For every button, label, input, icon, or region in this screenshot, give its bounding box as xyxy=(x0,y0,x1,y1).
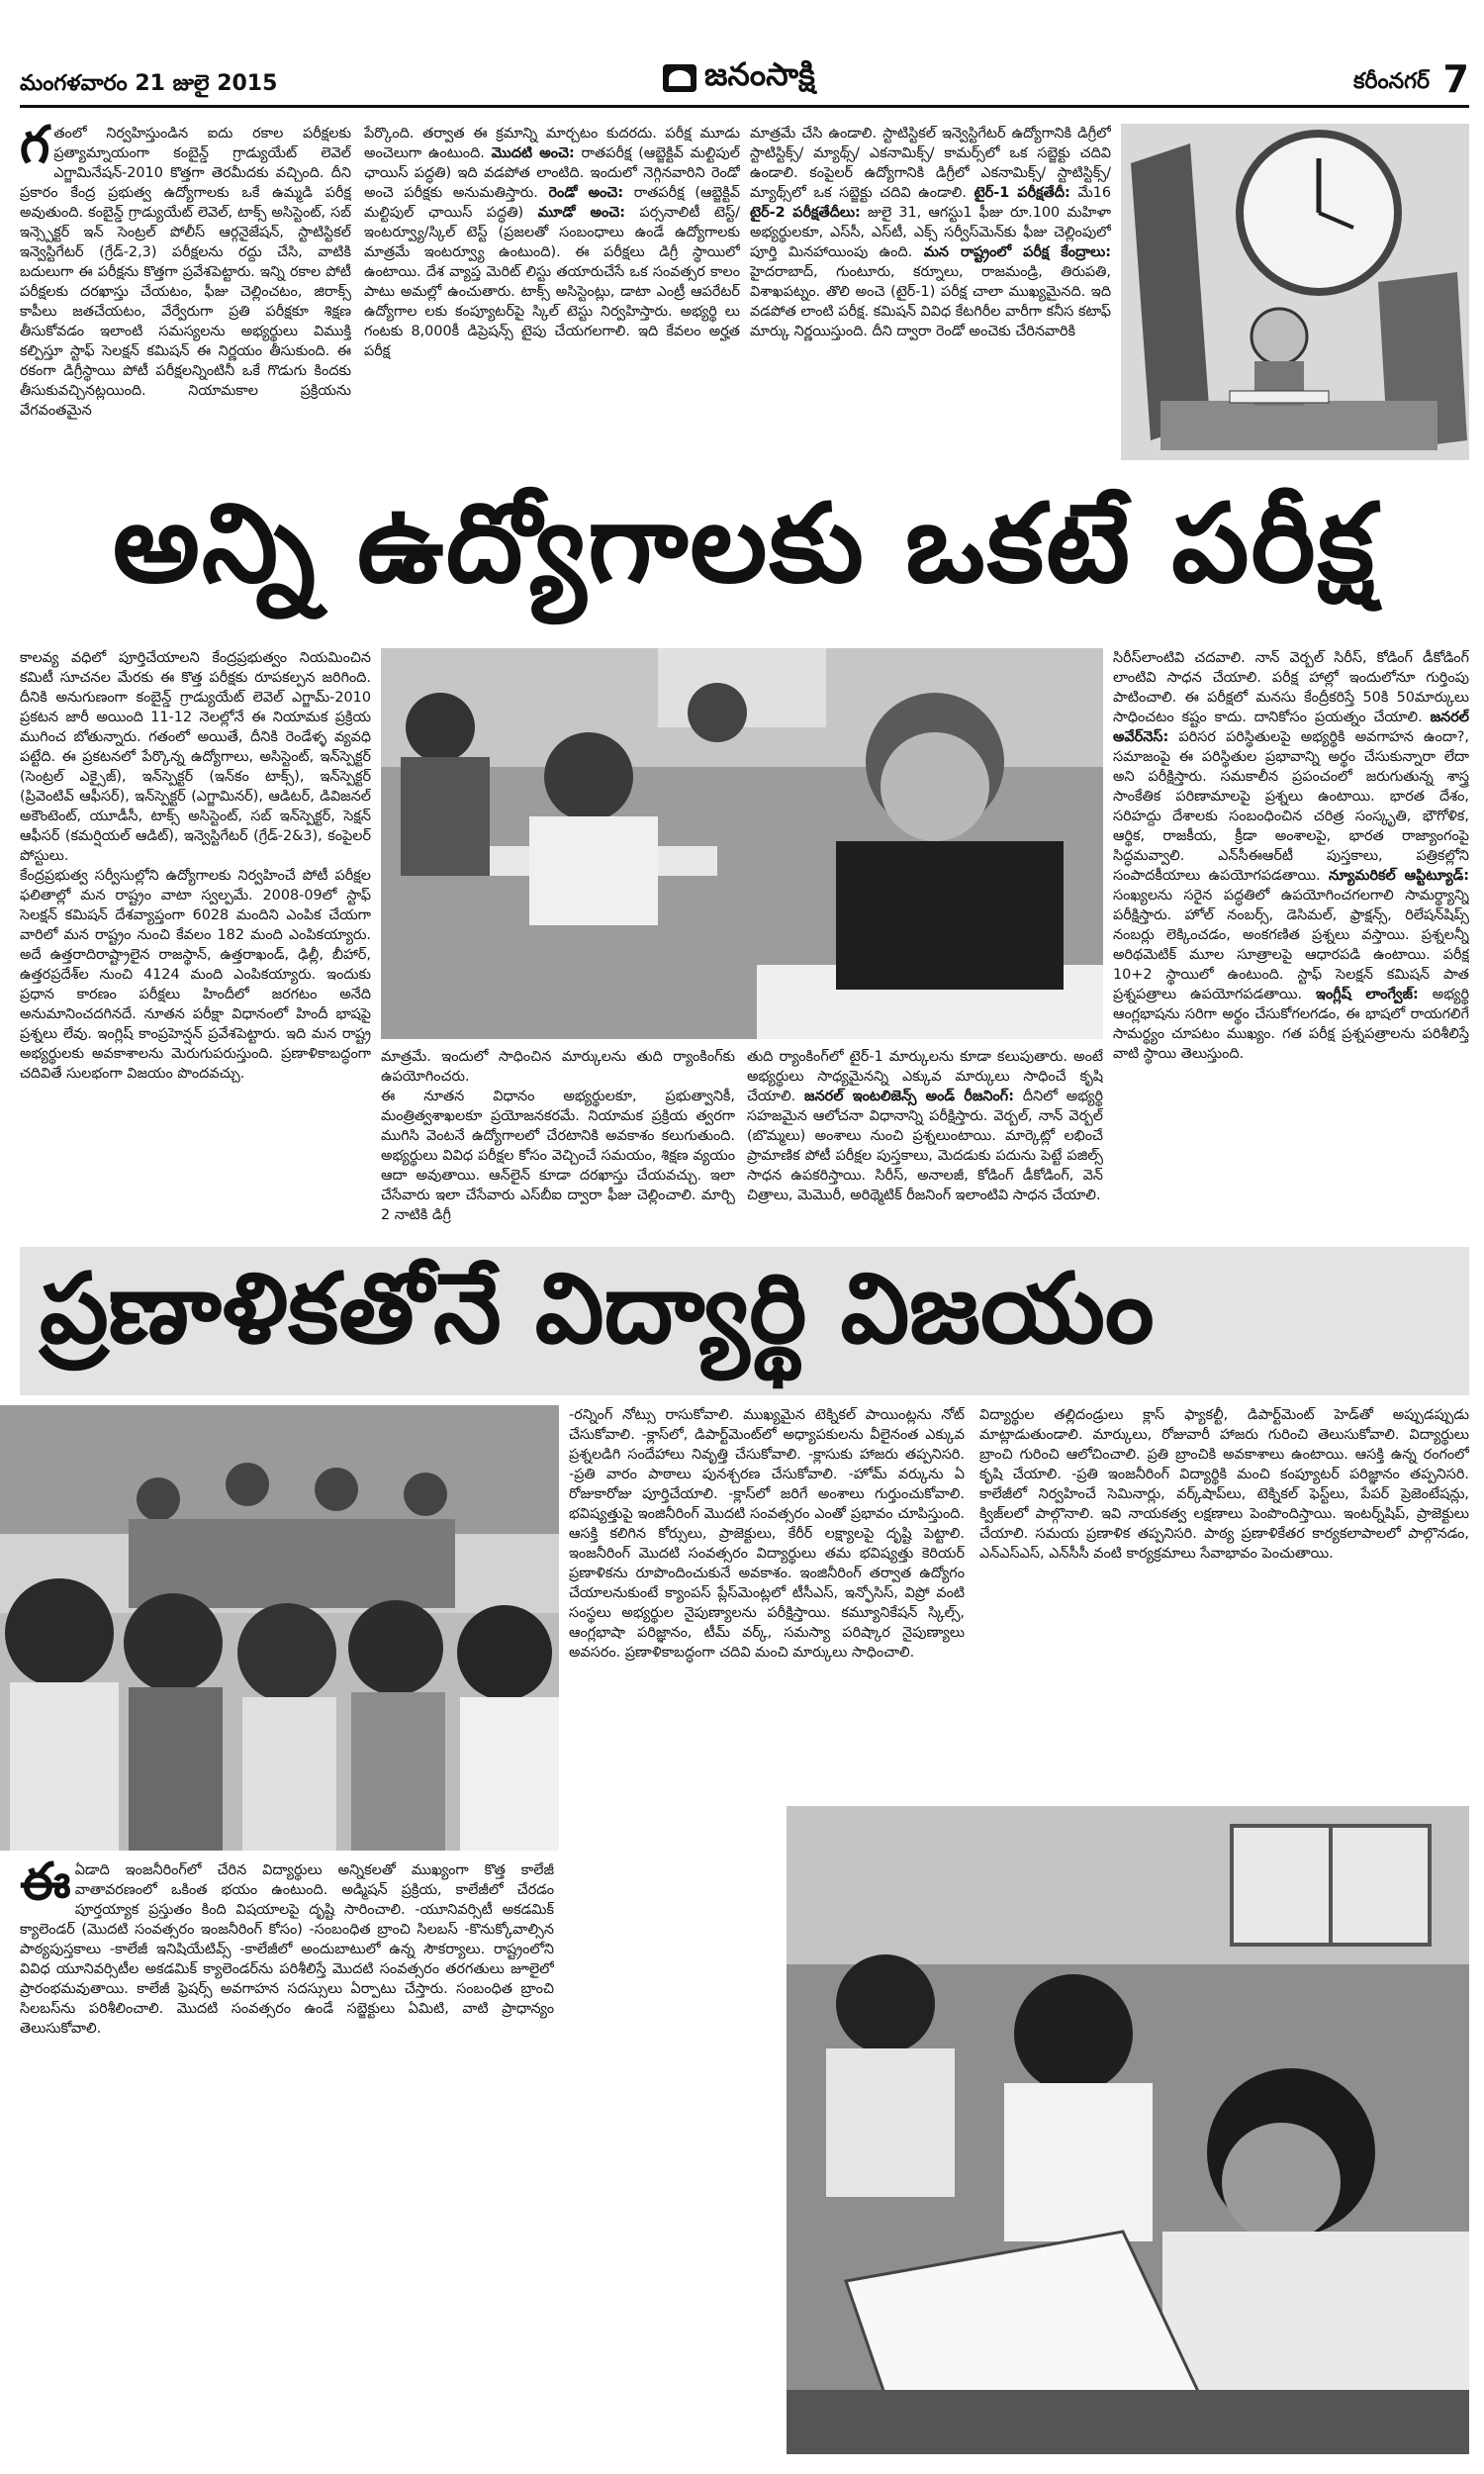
issue-date: మంగళవారం 21 జులై 2015 xyxy=(20,71,278,96)
article2-col1-para2: కేంద్రప్రభుత్వ సర్వీసుల్లోని ఉద్యోగాలకు నిర్వహించే పోటీ పరీక్షల ఫలితాల్లో మన రాష్ట్రం వాటా స్వల్పమే. 2008-09లో స్టాఫ్ సెలక్షన్ కమిషన్ దేశవ్యాప్తంగా 6028 మందిని ఎంపిక చేయగా వారిలో మన రాష్ట్రం నుంచి కేవలం 182 మంది ఎంపికయ్యారు. అదే ఉత్తరాదిరాష్ట్రాలైన రాజస్థాన్, ఉత్తరాఖండ్, ఢిల్లీ, బీహార్, ఉత్తరప్రదేశ్‌ల నుంచి 4124 మంది ఎంపికయ్యారు. ఇందుకు ప్రధాన కారణం పరీక్షలు హిందీలో జరగటం అనేది అనుమానించదగినదే. నూతన పరీక్షా విధానంలో హిందీ భాషపై ప్రశ్నలు లేవు. ఇంగ్లిష్ కాంప్రహెన్షన్ ప్రవేశపెట్టారు. ఇది మన రాష్ట్ర అభ్యర్థులకు అవకాశాలను మెరుగుపరుస్తుంది. ప్రణాళికాబద్ధంగా చదివితే సులభంగా విజయం పొందవచ్చు. xyxy=(20,868,371,1082)
logo-text: జనంసాక్షి xyxy=(704,55,815,93)
reasoning-text: దీనిలో అభ్యర్థి సహజమైన ఆలోచనా విధానాన్ని పరీక్షిస్తారు. వెర్బల్, నాన్ వెర్బల్ (బొమ్మలు) అంశాలు నుంచి ప్రశ్నలుంటాయి. మార్కెట్లో లభించే ప్రామాణిక పోటీ పరీక్షల పుస్తకాలు, మెదడుకు పదును పెట్టే పజిల్స్ సాధన ఉపకరిస్తాయి. సిరీస్, అనాలజీ, కోడింగ్ డీకోడింగ్, వెన్ చిత్రాలు, మెమొరీ, అరిథ్మెటిక్ రీజనింగ్ ఇలాంటివి సాధన చేయాలి. xyxy=(747,1089,1103,1203)
article2-col2-para1: మాత్రమే. ఇందులో సాధించిన మార్కులను తుది ర్యాంకింగ్‌కు ఉపయోగించరు. xyxy=(381,1049,735,1085)
photo-girls-studying xyxy=(787,1806,1469,2454)
newspaper-logo xyxy=(663,55,815,101)
exam-centres-text: హైదరాబాద్, గుంటూరు, కర్నూలు, రాజమండ్రి, తిరుపతి, విశాఖపట్నం. తొలి అంచె (టైర్-1) పరీక్ష చాలా ముఖ్యమైనది. ఇది వడపోత లాంటి పరీక్ష. కమిషన్ వివిధ కేటగిరీల వారీగా కనీస కటాఫ్ మార్కు నిర్ణయిస్తుంది. దీని ద్వారా రెండో అంచెకు చేరినవారికి xyxy=(750,264,1111,339)
article1-column-1 xyxy=(20,124,351,460)
tier2-date-label: టైర్-2 పరీక్షతేదీలు: xyxy=(750,205,861,221)
stage1-label: మొదటి అంచె: xyxy=(491,145,575,161)
article3-column-3 xyxy=(979,1405,1469,1796)
photo-students-exam xyxy=(381,648,1103,1039)
article2-col4-para1: సిరీస్‌లాంటివి చదవాలి. నాన్ వెర్బల్ సిరీస్, కోడింగ్ డీకోడింగ్ లాంటివి సాధన చేయాలి. పరీక్ష హాల్లో ఇందులోనూ గుర్తింపు పాటించాలి. ఈ పరీక్షలో మనసు కేంద్రీకరిస్తే 50కి 50మార్కులు సాధించటం కష్టం కాదు. దానికోసం ప్రయత్నం చేయాలి. xyxy=(1113,650,1469,725)
english-language-text: అభ్యర్థి ఆంగ్లభాషను సరిగా అర్థం చేసుకోగలగడం, ఈ భాషలో రాయగలిగే సామర్థ్యం చూపటం ముఖ్యం. గత పరీక్ష ప్రశ్నపత్రాలను పరిశీలిస్తే వాటి స్థాయి తెలుస్తుంది. xyxy=(1113,987,1469,1062)
headline-two-student-success: ప్రణాళికతోనే విద్యార్థి విజయం xyxy=(20,1247,1469,1395)
article3-col2-text: -రన్నింగ్ నోట్సు రాసుకోవాలి. ముఖ్యమైన టెక్నికల్ పాయింట్లను నోట్ చేసుకోవాలి. -క్లాస్‌లో, డిపార్ట్‌మెంట్‌లో అధ్యాపకులను వీలైనంత ఎక్కువ ప్రశ్నలడిగి సందేహాలు నివృత్తి చేసుకోవాలి. -క్లాసుకు హాజరు తప్పనిసరి. -ప్రతి వారం పాఠాలు పునశ్చరణ చేసుకోవాలి. -హోమ్ వర్కును ఏ రోజుకారోజు పూర్తిచేయాలి. -క్లాస్‌లో జరిగే అంశాలు గుర్తుంచుకోవాలి. భవిష్యత్తుపై ఇంజినీరింగ్ మొదటి సంవత్సరం ఎంతో ప్రభావం చూపిస్తుంది. ఆసక్తి కలిగిన కోర్సులు, ప్రాజెక్టులు, కేరీర్ లక్ష్యాలపై దృష్టి పెట్టాలి. ఇంజనీరింగ్ మొదటి సంవత్సరం విద్యార్థులు తమ భవిష్యత్తు కెరియర్ ప్రణాళికను రూపొందించుకునే అవకాశం. ఇంజినీరింగ్ తర్వాత ఉద్యోగం చేయాలనుకుంటే క్యాంపస్ ప్లేస్‌మెంట్లలో టీసీఎస్, ఇన్ఫోసిస్, విప్రో వంటి సంస్థలు అభ్యర్థుల నైపుణ్యాలను పరీక్షిస్తాయి. కమ్యూనికేషన్ స్కిల్స్, ఆంగ్లభాషా పరిజ్ఞానం, టీమ్ వర్క్, సమస్యా పరిష్కార నైపుణ్యాలు అవసరం. ప్రణాళికాబద్ధంగా చదివి మంచి మార్కులు సాధించాలి. xyxy=(569,1407,965,1661)
general-awareness-text: పరిసర పరిస్థితులపై అభ్యర్థికి అవగాహన ఉందా?, సమాజంపై ఈ పరిస్థితుల ప్రభావాన్ని అర్థం చేసుకున్నారా లేదా అని పరీక్షిస్తారు. సమకాలీన ప్రపంచంలో జరుగుతున్న శాస్త్ర సాంకేతిక పరిణామాలపై ప్రశ్నలు ఉంటాయి. భారత దేశం, సరిహద్దు దేశాలకు సంబంధించిన చరిత్ర సంస్కృతి, భౌగోళిక, ఆర్థిక, రాజకీయ, క్రీడా అంశాలపై, భారత రాజ్యాంగంపై సిద్ధమవ్వాలి. ఎన్‌సీఈఆర్‌టీ పుస్తకాలు, పత్రికల్లోని సంపాదకీయాలు ఉపయోగపడతాయి. xyxy=(1113,729,1469,884)
english-language-label: ఇంగ్లీష్ లాంగ్వేజ్: xyxy=(1316,987,1419,1002)
article2-column-3 xyxy=(747,1047,1103,1235)
article1-col2-intro: పేర్కొంది. తర్వాత ఈ క్రమాన్ని మార్చటం కుదరదు. పరీక్ష మూడు అంచెలుగా ఉంటుంది. xyxy=(364,126,740,161)
masthead xyxy=(20,49,1469,108)
article3-col3-text: విద్యార్థుల తల్లిదండ్రులు క్లాస్ ఫ్యాకల్టీ, డిపార్ట్‌మెంట్ హెడ్‌తో అప్పుడప్పుడు మాట్లాడుతుండాలి. మార్కులు, రోజువారీ హాజరు గురించి తెలుసుకోవాలి. విద్యార్థులు బ్రాంచి గురించి ఆలోచించాలి. ప్రతి బ్రాంచికి అవకాశాలు ఉంటాయి. ఆసక్తి ఉన్న రంగంలో కృషి చేయాలి. -ప్రతి ఇంజనీరింగ్ విద్యార్థికి మంచి కంప్యూటర్ పరిజ్ఞానం తప్పనిసరి. కాలేజీలో నిర్వహించే సెమినార్లు, వర్క్‌షాప్‌లు, టెక్నికల్ ఫెస్ట్‌లు, పేపర్ ప్రెజెంటేషన్లు, క్విజ్‌లలో పాల్గొనాలి. ఇవి నాయకత్వ లక్షణాలు పెంపొందిస్తాయి. ఇంటర్న్‌షిప్, ప్రాజెక్టులు చేయాలి. సమయ ప్రణాళిక తప్పనిసరి. పాఠ్య ప్రణాళికేతర కార్యకలాపాలలో పాల్గొనడం, ఎన్‌ఎస్‌ఎస్, ఎన్‌సీసీ వంటి కార్యక్రమాలు సేవాభావం పెంచుతాయి. xyxy=(979,1407,1469,1562)
edition-city: కరీంనగర్ xyxy=(1352,69,1430,94)
photo-group-students xyxy=(0,1405,559,1851)
article1-column-3 xyxy=(750,124,1111,460)
article3-col1-text: ఏడాది ఇంజనీరింగ్‌లో చేరిన విద్యార్థులు అన్నికలతో ముఖ్యంగా కొత్త కాలేజీ వాతావరణంలో ఒకింత భయం ఉంటుంది. అడ్మిషన్ ప్రక్రియ, కాలేజీలో చేరడం పూర్తయ్యాక ప్రస్తుతం కింది విషయాలపై దృష్టి సారించాలి. -యూనివర్సిటీ అకడమిక్ క్యాలెండర్ (మొదటి సంవత్సరం ఇంజనీరింగ్ కోసం) -సంబంధిత బ్రాంచి సిలబస్ -కొనుక్కోవాల్సిన పాఠ్యపుస్తకాలు -కాలేజీ ఇనిషియేటివ్స్ -కాలేజీలో అందుబాటులో ఉన్న సౌకర్యాలు. రాష్ట్రంలోని వివిధ యూనివర్సిటీల అకడమిక్ క్యాలెండర్‌ను పరిశీలిస్తే మొదటి సంవత్సరం తరగతులు జూలైలో ప్రారంభమవుతాయి. కాలేజీ ఫ్రెషర్స్ అవగాహన సదస్సులు ఏర్పాటు చేస్తారు. సంబంధిత బ్రాంచి సిలబస్‌ను పరిశీలించాలి. మొదటి సంవత్సరం ఉండే సబ్జెక్టులు ఏమిటి, వాటి ప్రాధాన్యం తెలుసుకోవాలి. xyxy=(20,1862,554,2037)
article2-col1-para1: కాలవ్య వధిలో పూర్తిచేయాలని కేంద్రప్రభుత్వం నియమించిన కమిటీ సూచనల మేరకు ఈ కొత్త పరీక్షకు రూపకల్పన జరిగింది. దీనికి అనుగుణంగా కంబైన్డ్ గ్రాడ్యుయేట్ లెవెల్ ఎగ్జామ్-2010 ప్రకటన జారీ అయింది 11-12 నెలల్లోనే ఈ నియామక ప్రక్రియ ముగించ బోతున్నారు. గతంలో అయితే, దీనికి రెండేళ్ళ వ్యవధి పట్టేది. ఈ ప్రకటనలో పేర్కొన్న ఉద్యోగాలు, అసిస్టెంట్, ఇన్‌స్పెక్టర్ (సెంట్రల్ ఎక్సైజ్), ఇన్‌స్పెక్టర్ (ఇన్‌కం టాక్స్), ఇన్‌స్పెక్టర్ (ప్రివెంటివ్ ఆఫీసర్), ఇన్‌స్పెక్టర్ (ఎగ్జామినర్), ఆడిటర్, డివిజనల్ అకౌంటెంట్, యూడీసీ, టాక్స్ అసిస్టెంట్, సబ్ ఇన్‌స్పెక్టర్, సెక్షన్ ఆఫీసర్ (కమర్షియల్ ఆడిట్), ఇన్వెస్టిగేటర్ (గ్రేడ్-2&3), కంపైలర్ పోస్టులు. xyxy=(20,650,371,864)
stage1-text: రాతపరీక్ష (ఆబ్జెక్టివ్ మల్టిపుల్ ఛాయిస్ పద్ధతి) ఇది వడపోత లాంటిది. ఇందులో నెగ్గినవారిని రెండో అంచె పరీక్షకు అనుమతిస్తారు. xyxy=(364,145,740,201)
stage2-text: రాతపరీక్ష (ఆబ్జెక్టివ్ మల్టిపుల్ ఛాయిస్ పద్ధతి) xyxy=(364,185,740,221)
tier2-date: జులై 31, ఆగస్టు1 ఫీజు రూ.100 మహిళా అభ్యర్థులకూ, ఎస్‌సీ, ఎస్‌టీ, ఎక్స్ సర్వీస్‌మెన్‌కు ఫీజు చెల్లింపులో పూర్తి మినహాయింపు ఉంది. xyxy=(750,205,1111,260)
article1-col1-text: తంలో నిర్వహిస్తుండిన ఐదు రకాల పరీక్షలకు ప్రత్యామ్నాయంగా కంబైన్డ్ గ్రాడ్యుయేట్ లెవెల్ ఎగ్జామినేషన్-2010 కొత్తగా తెరమీదకు వచ్చింది. దీని ప్రకారం కేంద్ర ప్రభుత్వ ఉద్యోగాలకు ఒకే ఉమ్మడి పరీక్ష అవుతుంది. కంబైన్డ్ గ్రాడ్యుయేట్ లెవెల్, టాక్స్ అసిస్టెంట్, సబ్ ఇన్స్పెక్టర్ ఇన్ సెంట్రల్ పోలీస్ ఆర్గనైజేషన్, స్టాటిస్టికల్ ఇన్వెస్టిగేటర్ (గ్రేడ్-2,3) పరీక్షలను రద్దు చేసి, వాటికి బదులుగా ఈ పరీక్షను కొత్తగా ప్రవేశపెట్టారు. ఇన్ని రకాల పోటీ పరీక్షలకు దరఖాస్తు చేయటం, ఫీజు చెల్లించటం, జిరాక్స్ కాపీలు జతచేయటం, వేర్వేరుగా ప్రతి పరీక్షకూ శిక్షణ తీసుకోవడం ఇలాంటి సమస్యలను అభ్యర్థులు విముక్తి కల్పిస్తూ స్టాఫ్ సెలక్షన్ కమిషన్ ఈ నిర్ణయం తీసుకుంది. ఈ రకంగా డిగ్రీస్థాయి పోటీ పరీక్షలన్నింటినీ ఒకే గొడుగు కిందకు తీసుకువచ్చినట్లయింది. నియామకాల ప్రక్రియను వేగవంతమైన xyxy=(20,126,351,419)
eligibility-text: మాత్రమే చేసి ఉండాలి. స్టాటిస్టికల్ ఇన్వెస్టిగేటర్ ఉద్యోగానికి డిగ్రీలో స్టాటిస్టిక్స్/ మ్యాథ్స్/ ఎకనామిక్స్/ కామర్స్‌లో ఒక సబ్జెక్టు చదివి ఉండాలి. కంపైలర్ ఉద్యోగానికి డిగ్రీలో ఎకనామిక్స్/ స్టాటిస్టిక్స్/ మ్యాథ్స్‌లో ఒక సబ్జెక్టు చదివి ఉండాలి. xyxy=(750,126,1111,201)
drop-cap: గ xyxy=(20,124,50,175)
exam-centres-label: మన రాష్ట్రంలో పరీక్ష కేంద్రాలు: xyxy=(923,244,1111,260)
reasoning-label: జనరల్ ఇంటలిజెన్స్ అండ్ రీజనింగ్: xyxy=(804,1089,1014,1104)
stage3-label: మూడో అంచె: xyxy=(537,205,626,221)
numerical-aptitude-label: న్యూమరికల్ ఆప్టిట్యూడ్: xyxy=(1328,868,1469,884)
article3-column-1 xyxy=(20,1860,554,2454)
tier1-date-label: టైర్-1 పరీక్షతేదీ: xyxy=(974,185,1070,201)
page-number: 7 xyxy=(1442,57,1469,101)
article2-column-1 xyxy=(20,648,371,1232)
illustration-student-clock xyxy=(1121,124,1469,460)
numerical-aptitude-text: సంఖ్యలను సరైన పద్ధతిలో ఉపయోగించగలగాలి సామర్థ్యాన్ని పరీక్షిస్తారు. హోల్ నంబర్స్, డెసిమల్, ఫ్రాక్షన్స్, రిలేషన్‌షిప్స్ నంబర్లు లెక్కించడం, అంకగణిత ప్రశ్నలు వస్తాయి. ప్రశ్నలన్నీ అరిథమెటిక్ మూల సూత్రాలపై ఆధారపడి ఉంటాయి. పరీక్ష 10+2 స్థాయిలో ఉంటుంది. స్టాఫ్ సెలక్షన్ కమిషన్ పాత ప్రశ్నపత్రాలు ఉపయోగపడతాయి. xyxy=(1113,888,1469,1002)
stage2-label: రెండో అంచె: xyxy=(548,185,624,201)
article2-col3-para1: తుది ర్యాంకింగ్‌లో టైర్-1 మార్కులను కూడా కలుపుతారు. అంటే అభ్యర్థులు సాధ్యమైనన్ని ఎక్కువ మార్కులు సాధించే కృషి చేయాలి. xyxy=(747,1049,1103,1104)
article2-col2-para2: ఈ నూతన విధానం అభ్యర్థులకూ, ప్రభుత్వానికీ, మంత్రిత్వశాఖలకూ ప్రయోజనకరమే. నియామక ప్రక్రియ త్వరగా ముగిసి వెంటనే ఉద్యోగాలలో చేరటానికి అవకాశం కలుగుతుంది. అభ్యర్థులు వివిధ పరీక్షల కోసం వెచ్చించే సమయం, శిక్షణ వ్యయం ఆదా అవుతాయి. ఆన్‌లైన్ కూడా దరఖాస్తు చేయవచ్చు. ఇలా చేసేవారు ఇలా చేసేవారు ఎస్‌బీఐ ద్వారా ఫీజు చెల్లించాలి. మార్చి 2 నాటికి డిగ్రీ xyxy=(381,1089,735,1223)
article1-column-2 xyxy=(364,124,740,460)
article2-column-4 xyxy=(1113,648,1469,1232)
drop-cap-2: ఈ xyxy=(20,1860,71,1912)
stage3-text: పర్సనాలిటీ టెస్ట్/ ఇంటర్వ్యూ/స్కిల్ టెస్ట్ (ప్రజలతో సంబంధాలు ఉండే ఉద్యోగాలకు మాత్రమే ఇంటర్వ్యూ ఉంటుంది). ఈ పరీక్షలు డిగ్రీ స్థాయిలో ఉంటాయి. దేశ వ్యాప్త మెరిట్ లిస్టు తయారుచేసే ఒక సంవత్సర కాలం పాటు అమల్లో ఉంచుతారు. టాక్స్ అసిస్టెంట్లు, డాటా ఎంట్రీ ఆపరేటర్ ఉద్యోగాల లకు కంప్యూటర్‌పై స్కిల్ టెస్టు నిర్వహిస్తారు. అభ్యర్థి లు గంటకు 8,000కీ డిప్రెషన్స్ టైపు చేయగలగాలి. ఇది కేవలం అర్హత పరీక్ష xyxy=(364,205,740,359)
logo-emblem-icon xyxy=(663,64,696,92)
general-awareness-label: జనరల్ అవేర్‌నెస్: xyxy=(1113,710,1469,745)
article2-column-2 xyxy=(381,1047,735,1235)
tier1-date: మే16 xyxy=(1077,185,1111,201)
headline-one-exam: అన్ని ఉద్యోగాలకు ఒకటే పరీక్ష xyxy=(112,480,1377,607)
